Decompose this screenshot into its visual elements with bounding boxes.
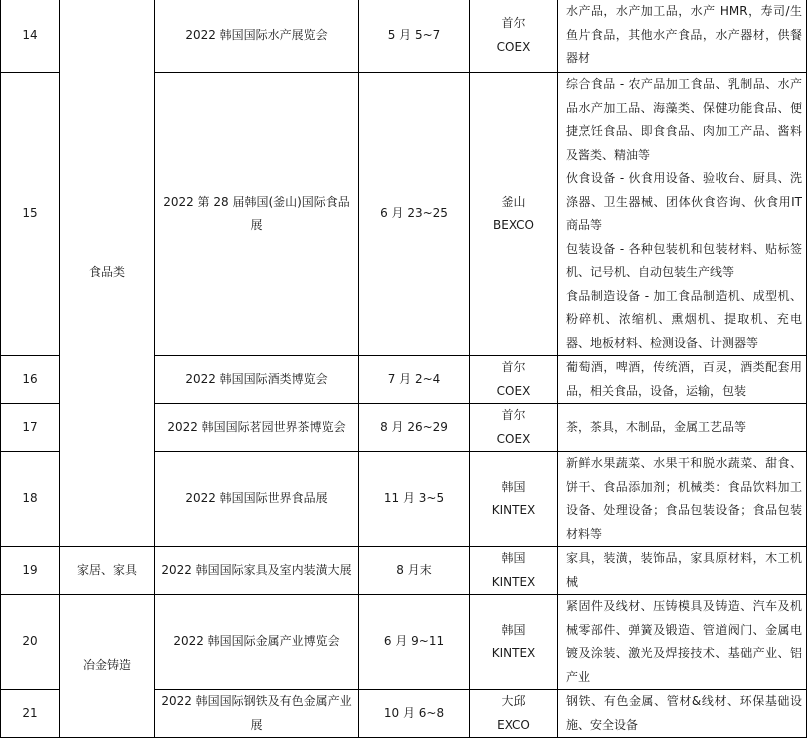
exhibition-name: 2022 韩国国际水产展览会 [155, 0, 359, 73]
venue-city: 首尔 [501, 16, 526, 30]
exhibition-date: 8 月 26~29 [359, 404, 470, 452]
scope-paragraph: 综合食品 - 农产品加工食品、乳制品、水产品水产加工品、海藻类、保健功能食品、便捷烹饪食品、即食食品、肉加工产品、酱料及酱类、精油等 [566, 77, 802, 162]
exhibit-scope [558, 404, 807, 452]
scope-paragraph: 包装设备 - 各种包装机和包装材料、贴标签机、记号机、自动包装生产线等 [566, 241, 802, 279]
exhibit-scope [558, 595, 807, 690]
exhibit-scope [558, 73, 807, 356]
exhibition-date: 6 月 9~11 [359, 595, 470, 690]
scope-paragraph: 伙食设备 - 伙食用设备、验收台、厨具、洗涤器、卫生器械、团体伙食咨询、伙食用IT 商品等 [566, 171, 802, 232]
row-number: 17 [1, 404, 60, 452]
venue-city: 韩国 [501, 551, 526, 565]
exhibition-name: 2022 第 28 届韩国(釜山)国际食品展 [155, 73, 359, 356]
row-number: 16 [1, 356, 60, 404]
row-number: 21 [1, 690, 60, 738]
exhibit-scope [558, 690, 807, 738]
exhibition-date: 10 月 6~8 [359, 690, 470, 738]
category-cell: 食品类 [60, 0, 155, 547]
exhibition-venue [470, 73, 558, 356]
table-row [1, 0, 807, 73]
row-number: 19 [1, 547, 60, 595]
venue-hall: KINTEX [491, 503, 536, 517]
scope-paragraph: 茶，茶具，木制品，金属工艺品等 [566, 419, 747, 434]
venue-hall: KINTEX [491, 646, 536, 660]
category-cell: 冶金铸造 [60, 595, 155, 738]
exhibition-venue [470, 690, 558, 738]
exhibition-date: 11 月 3~5 [359, 452, 470, 547]
venue-city: 韩国 [501, 622, 526, 637]
exhibit-scope [558, 452, 807, 547]
venue-city: 首尔 [501, 408, 526, 422]
row-number: 20 [1, 595, 60, 690]
table-row [1, 595, 807, 690]
row-number: 14 [1, 0, 60, 73]
scope-paragraph: 家具，装潢，装饰品，家具原材料，木工机械 [566, 551, 802, 589]
exhibition-venue [470, 0, 558, 73]
venue-hall: EXCO [497, 717, 530, 732]
exhibition-date: 7 月 2~4 [359, 356, 470, 404]
venue-city: 韩国 [501, 479, 526, 494]
scope-paragraph: 紧固件及线材、压铸模具及铸造、汽车及机械零部件、弹簧及锻造、管道阀门、金属电镀及涂装、激光及焊接技术、基础产业、铝产业 [566, 599, 802, 684]
venue-hall: COEX [496, 431, 531, 446]
exhibition-venue [470, 404, 558, 452]
venue-hall: KINTEX [491, 574, 536, 589]
category-cell: 家居、家具 [60, 547, 155, 595]
row-number: 18 [1, 452, 60, 547]
venue-city: 釜山 [501, 194, 526, 209]
scope-paragraph: 葡萄酒，啤酒，传统酒，百灵，酒类配套用品，相关食品，设备，运输，包装 [566, 360, 802, 398]
exhibition-name: 2022 韩国国际茗园世界茶博览会 [155, 404, 359, 452]
exhibition-name: 2022 韩国国际金属产业博览会 [155, 595, 359, 690]
exhibition-venue [470, 547, 558, 595]
exhibit-scope [558, 0, 807, 73]
exhibition-name: 2022 韩国国际钢铁及有色金属产业展 [155, 690, 359, 738]
scope-paragraph: 钢铁、有色金属、管材&线材、环保基础设施、安全设备 [566, 694, 802, 732]
scope-paragraph: 食品制造设备 - 加工食品制造机、成型机、粉碎机、浓缩机、熏烟机、提取机、充电器、地板材料、检测设备、计测器等 [566, 288, 802, 350]
exhibition-name: 2022 韩国国际家具及室内装潢大展 [155, 547, 359, 595]
scope-paragraph: 水产品，水产加工品，水产 HMR，寿司/生鱼片食品，其他水产食品，水产器材，供餐器材 [566, 4, 802, 66]
exhibit-scope [558, 547, 807, 595]
exhibition-venue [470, 356, 558, 404]
exhibit-scope [558, 356, 807, 404]
exhibition-venue [470, 452, 558, 547]
table-row [1, 547, 807, 595]
venue-hall: BEXCO [493, 218, 534, 232]
exhibition-name: 2022 韩国国际酒类博览会 [155, 356, 359, 404]
scope-paragraph: 新鲜水果蔬菜、水果干和脱水蔬菜、甜食、饼干、食品添加剂；机械类：食品饮料加工设备、处理设备；食品包装设备；食品包装材料等 [566, 456, 802, 541]
venue-hall: COEX [496, 39, 531, 54]
venue-city: 首尔 [501, 360, 526, 374]
exhibition-date: 6 月 23~25 [359, 73, 470, 356]
exhibition-name: 2022 韩国国际世界食品展 [155, 452, 359, 547]
exhibition-date: 8 月末 [359, 547, 470, 595]
row-number: 15 [1, 73, 60, 356]
venue-city: 大邱 [501, 694, 526, 708]
exhibition-venue [470, 595, 558, 690]
venue-hall: COEX [496, 383, 531, 398]
exhibition-date: 5 月 5~7 [359, 0, 470, 73]
